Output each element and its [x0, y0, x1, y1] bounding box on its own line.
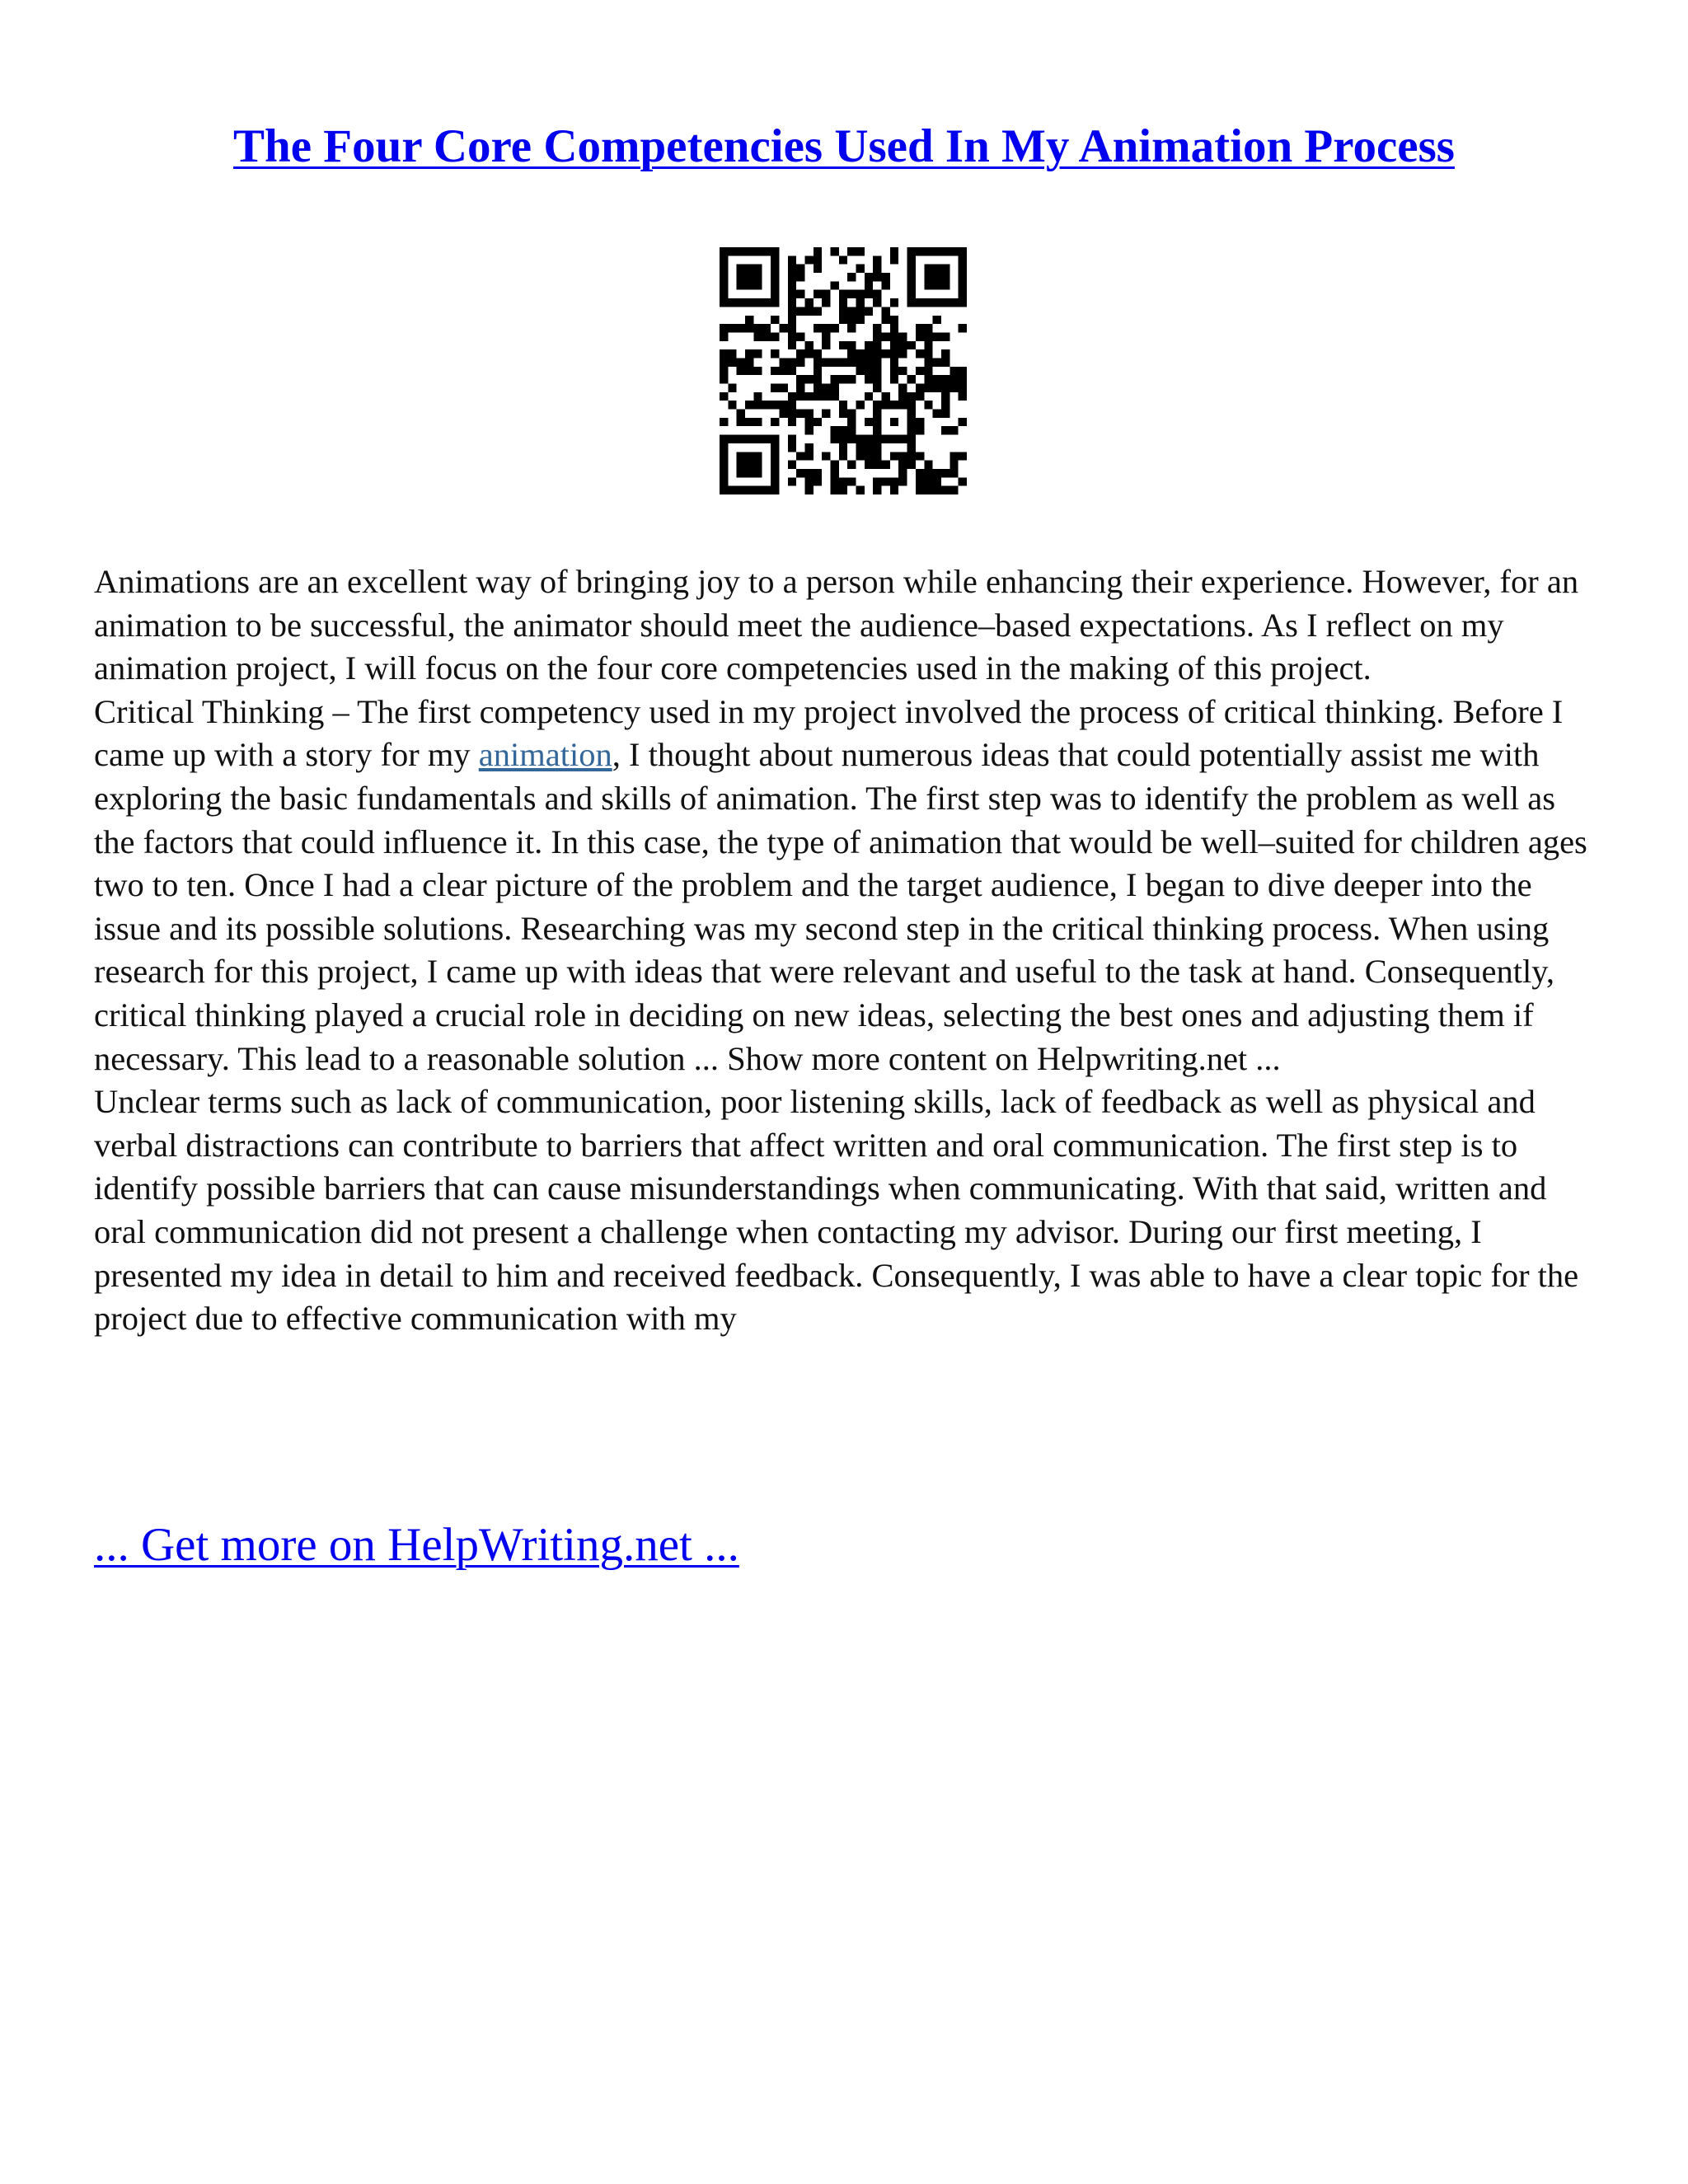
get-more-link[interactable]: ... Get more on HelpWriting.net ...	[94, 1519, 739, 1571]
paragraph-text: Critical Thinking – The first competency used in my project involved the process of critical thinking. Before I came up with a story for my	[94, 692, 1564, 774]
animation-link[interactable]: animation	[478, 736, 612, 774]
qr-code-icon	[720, 247, 967, 494]
paragraph-communication: Unclear terms such as lack of communication, poor listening skills, lack of feedback as well as physical and verbal distractions can contribute to barriers that affect written and oral communication. The first step is to identify possible barriers that can cause misunderstandings when communicating. With that said, written and oral communication did not present a challenge when contacting my advisor. During our first meeting, I presented my idea in detail to him and received feedback. Consequently, I was able to have a clear topic for the project due to effective communication with my	[94, 1083, 1579, 1338]
paragraph-critical-thinking	[94, 691, 1602, 1080]
article-body	[94, 560, 1602, 1341]
paragraph-intro: Animations are an excellent way of bringing joy to a person while enhancing their experience. However, for an animation to be successful, the animator should meet the audience–based expectations. As I reflect on my animation project, I will focus on the four core competencies used in the making of this project.	[94, 563, 1579, 687]
page-title	[0, 114, 1688, 180]
paragraph-text: , I thought about numerous ideas that could potentially assist me with exploring the basic fundamentals and skills of animation. The first step was to identify the problem as well as the factors that could influence it. In this case, the type of animation that would be well–suited for children ages two to ten. Once I had a clear picture of the problem and the target audience, I began to dive deeper into the issue and its possible solutions. Researching was my second step in the critical thinking process. When using research for this project, I came up with ideas that were relevant and useful to the task at hand. Consequently, critical thinking played a crucial role in deciding on new ideas, selecting the best ones and adjusting them if necessary. This lead to a reasonable solution ... Show more content on Helpwriting.net ...	[94, 736, 1587, 1077]
get-more-section	[94, 1512, 739, 1578]
title-link[interactable]: The Four Core Competencies Used In My Animation Process	[233, 120, 1455, 172]
